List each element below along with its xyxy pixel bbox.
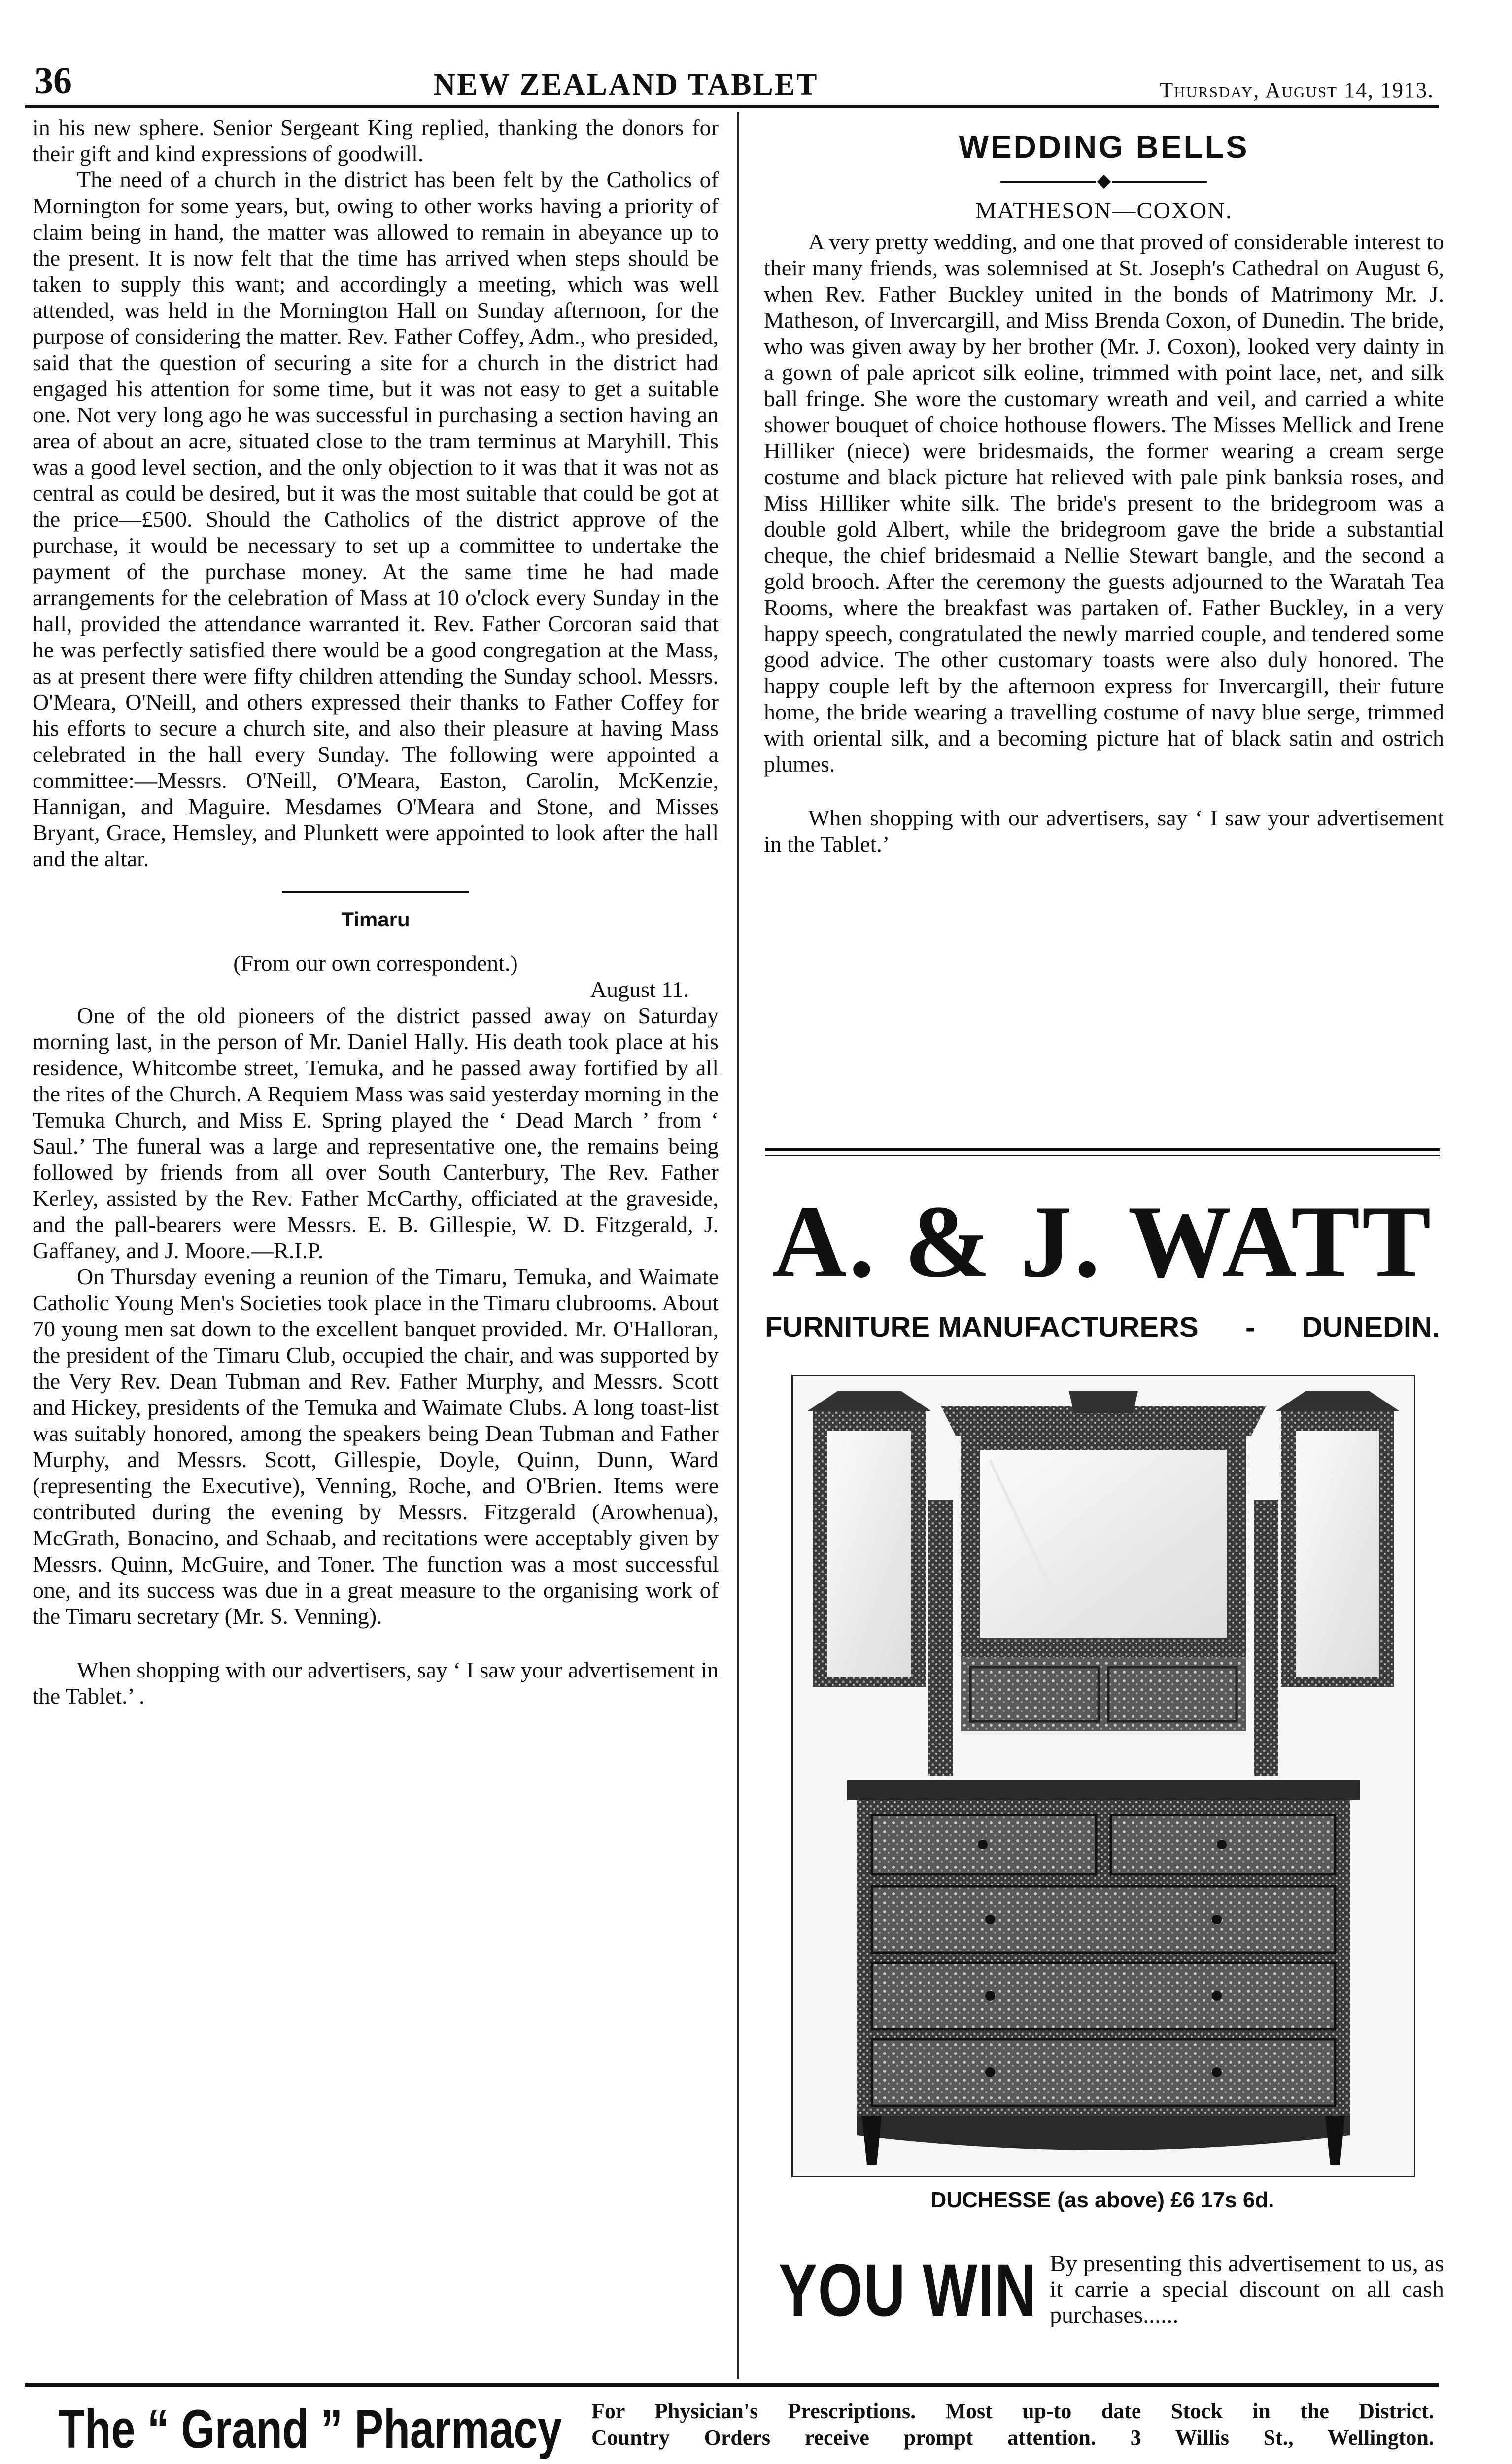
tagline-separator: - (1245, 1311, 1255, 1343)
ornament-line (1000, 181, 1096, 183)
trade-label: FURNITURE MANUFACTURERS (765, 1311, 1199, 1343)
footer-rule (25, 2383, 1439, 2387)
ornament-line (1112, 181, 1207, 183)
pharmacy-details (591, 2398, 1434, 2451)
city-label: DUNEDIN. (1302, 1311, 1440, 1343)
reunion-paragraph: On Thursday evening a reunion of the Timaru, Temuka, and Waimate Catholic Young Men's Societies took place in the Timaru clubrooms. About 70 young men sat down to the excellent banquet provided. Mr. O'Halloran, the president of the Timaru Club, occupied the chair, and was supported by the Very Rev. Dean Tubman and Rev. Father Murphy, and Messrs. Scott and Hickey, presidents of the Temuka and Waimate Clubs. A long toast-list was suitably honored, among the speakers being Dean Tubman and Father Murphy, and Messrs. Scott, Gillespie, Doyle, Quinn, Dunn, Ward (representing the Executive), Venning, Roche, and O'Brien. Items were contributed during the evening by Messrs. Fitzgerald (Arowhenua), McGrath, Bonacino, and Schaab, and recitations were acceptably given by Messrs. Quinn, McGuire, and Toner. The function was a most successful one, and its success was due in a great measure to the organising work of the Timaru secretary (Mr. S. Venning). (33, 1264, 719, 1629)
issue-date: Thursday, August 14, 1913. (1160, 78, 1434, 102)
header-rule (25, 105, 1439, 108)
diamond-icon (1097, 175, 1111, 189)
discount-offer-text: By presenting this advertisement to us, as it carrie a special discount on all cash purchases...... (1050, 2251, 1444, 2328)
column-divider (737, 112, 739, 2379)
spacer (33, 1629, 719, 1657)
shopping-note-right: When shopping with our advertisers, say ‘ I saw your advertisement in the Tablet.’ (764, 805, 1444, 856)
pharmacy-name: The “ Grand ” Pharmacy (58, 2399, 562, 2460)
running-head (34, 55, 1434, 103)
wedding-paragraph: A very pretty wedding, and one that proved of considerable interest to their many friends, was solemnised at St. Joseph's Cathedral on August 6, when Rev. Father Buckley united in the bonds of Matrimony Mr. J. Matheson, of Invercargill, and Miss Brenda Coxon, of Dunedin. The bride, who was given away by her brother (Mr. J. Coxon), looked very dainty in a gown of pale apricot silk eoline, trimmed with point lace, net, and silk ball fringe. She wore the customary wreath and veil, and carried a white shower bouquet of choice hothouse flowers. The Misses Mellick and Irene Hilliker (niece) were bridesmaids, the former wearing a cream serge costume and black picture hat relieved with pale pink banksia roses, and Miss Hilliker white silk. The bride's present to the bridegroom was a double gold Albert, while the bridegroom gave the bride a substantial cheque, the chief bridesmaid a Nellie Stewart bangle, and the second a gold brooch. After the ceremony the guests adjourned to the Waratah Tea Rooms, where the breakfast was partaken of. Father Buckley, in a very happy speech, congratulated the newly married couple, and tendered some good advice. The other customary toasts were also duly honored. The happy couple left by the afternoon express for Invercargill, their future home, the bride wearing a travelling costume of navy blue serge, trimmed with oriental silk, and a becoming picture hat of black satin and ostrich plumes. (764, 229, 1444, 777)
advertiser-tagline (765, 1311, 1440, 1344)
pharmacy-line-2: Country Orders receive prompt attention. 3 Willis St., Wellington. (591, 2426, 1434, 2450)
section-rule (282, 891, 469, 893)
masthead-title: NEW ZEALAND TABLET (433, 68, 819, 102)
shopping-note-left: When shopping with our advertisers, say ‘ I saw your advertisement in the Tablet.’ . (33, 1657, 719, 1709)
left-column (33, 114, 719, 1709)
continued-paragraph: in his new sphere. Senior Sergeant King replied, thanking the donors for their gift and kind expressions of goodwill. (33, 115, 719, 166)
timaru-heading: Timaru (341, 908, 410, 931)
correspondent-note: (From our own correspondent.) (233, 951, 518, 976)
duchesse-illustration (791, 1375, 1415, 2177)
advertiser-name: A. & J. WATT (772, 1185, 1433, 1299)
duchesse-price-caption: DUCHESSE (as above) £6 17s 6d. (930, 2188, 1274, 2212)
pharmacy-line-1: For Physician's Prescriptions. Most up-to date Stock in the District. (591, 2399, 1434, 2423)
wedding-bells-heading: WEDDING BELLS (959, 129, 1249, 165)
duchesse-dresser-engraving (793, 1376, 1414, 2176)
dateline: August 11. (590, 977, 689, 1002)
mornington-church-paragraph: The need of a church in the district has been felt by the Catholics of Mornington for some years, but, owing to other works having a priority of claim being in hand, the matter was allowed to remain in abeyance up to the present. It is now felt that the time has arrived when steps should be taken to supply this want; and accordingly a meeting, which was well attended, was held in the Mornington Hall on Sunday afternoon, for the purpose of considering the matter. Rev. Father Coffey, Adm., who presided, said that the question of securing a site for a church in the district had engaged his attention for some time, but it was not easy to get a suitable one. Not very long ago he was successful in purchasing a section having an area of about an acre, situated close to the tram terminus at Maryhill. This was a good level section, and the only objection to it was that it was not as central as could be desired, but it was the most suitable that could be got at the price—£500. Should the Catholics of the district approve of the purchase, it would be necessary to set up a committee to undertake the payment of the purchase money. At the same time he had made arrangements for the celebration of Mass at 10 o'clock every Sunday in the hall, provided the attendance warranted it. Rev. Father Corcoran said that he was perfectly satisfied there would be a good congregation at the Mass, as at present there were fifty children attending the Sunday school. Messrs. O'Meara, O'Neill, and others expressed their thanks to Father Coffey for his efforts to secure a church site, and also their pleasure at having Mass celebrated in the hall every Sunday. The following were appointed a committee:—Messrs. O'Neill, O'Meara, Easton, Carolin, McKenzie, Hannigan, and Maguire. Mesdames O'Meara and Stone, and Misses Bryant, Grace, Hemsley, and Plunkett were appointed to look after the hall and the altar. (33, 167, 719, 871)
right-column (764, 114, 1444, 857)
obituary-paragraph: One of the old pioneers of the district passed away on Saturday morning last, in the person of Mr. Daniel Hally. His death took place at his residence, Whitcombe street, Temuka, and he passed away fortified by all the rites of the Church. A Requiem Mass was said yesterday morning in the Temuka Church, and Miss E. Spring played the ‘ Dead March ’ from ‘ Saul.’ The funeral was a large and representative one, the remains being followed by friends from all over South Canterbury, The Rev. Father Kerley, assisted by the Rev. Father McCarthy, officiated at the graveside, and the pall-bearers were Messrs. E. B. Gillespie, W. D. Fitzgerald, J. Gaffaney, and J. Moore.—R.I.P. (33, 1003, 719, 1263)
spacer (764, 777, 1444, 805)
wedding-subheading: MATHESON—COXON. (975, 198, 1233, 224)
advertisement-rule (765, 1148, 1440, 1156)
page-number: 36 (34, 60, 72, 102)
you-win-headline: YOU WIN (779, 2249, 1037, 2331)
fleuron-ornament (1000, 177, 1207, 187)
